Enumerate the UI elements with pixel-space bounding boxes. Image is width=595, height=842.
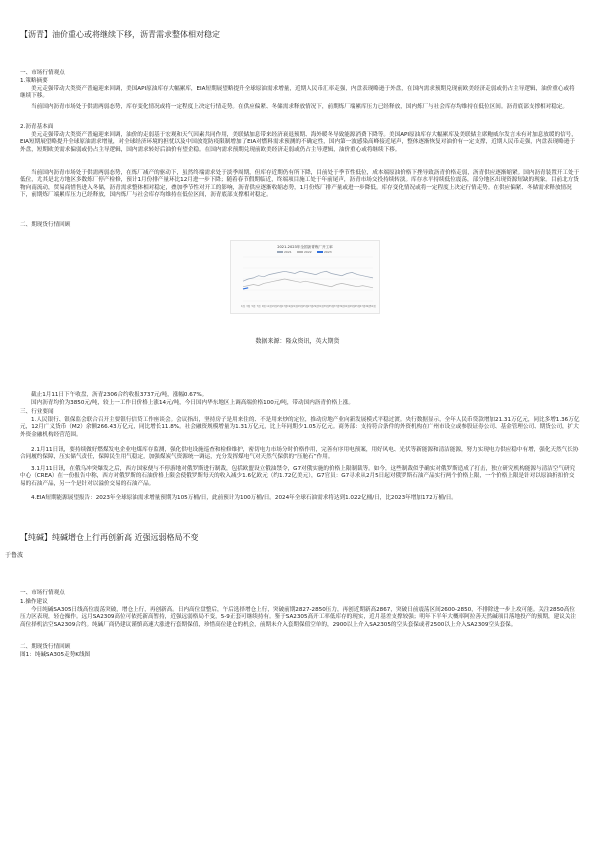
x-tick-label: 11周 (266, 305, 272, 308)
x-tick-label: 3周 (246, 305, 251, 308)
paragraph: 当前国内沥青市场处于供需两弱态势，库存变化情况或将一定程度上决定行情走势。在供应偏紧、冬储需求释放情况下，前期炼厂端累库压力已经释放，国内炼厂与社会库存均维持在低位区间。沥青底部支撑相对稳定。 (31, 104, 569, 110)
section-heading: 一、市场行情观点 (20, 70, 65, 76)
paragraph: 今日纯碱SA305日线高位震荡突破，增仓上行，再创新高。日内高位盘整后，午后选择增仓上行，突破前期2827-2850压力，再创近期新高2867，突破日前震荡区间2600-2850，不排除进一步上攻可能。关注2850高位压力区表现，轻仓操作。远月SA2309高位可依托新高暂持，近强远弱格局不变，5-9正套可继续持有。鉴于SA2305高开工率低库存的现实，近月基差支撑较强；明年下半年大概率阿拉善天然碱项目落地投产的预期，建议关注高位择机沽空SA2309合约。纯碱厂商仍建议谨慎高速大涨进行套期保值，珍惜高位建仓的机会，前期未介入套期保值空单的，2900以上介入SA2305的空头套保或者2500以上介入SA2309空头套保。 (20, 607, 577, 628)
x-tick-label: 33周 (323, 305, 329, 308)
x-tick-label: 21周 (292, 305, 298, 308)
x-tick-label: 15周 (276, 305, 283, 308)
chart-title: 2021-2023年全国沥青炼厂开工率 (277, 245, 333, 249)
paragraph: 当前国内沥青市场处于供需两弱态势，在炼厂减产的驱动下，虽然终端需求处于淡季周期，但库存近期仍有所下降，目前处于季节性低位，成本端原油价格下挫导致沥青价格走弱，沥青供应逐渐缩紧。国内沥青装置开工处于低位，尤其是北方地区多数炼厂停产检修，预计1月份排产量环比12月进一步下降；随着春节假期临近，终端项目施工处于年前尾声，沥青市场交投持续转淡。库存水平持续低位震荡，部分地区出现资源短缺的现象。目前北方货物向南流动，贸易商惜售进入冬储，沥青需求整体相对稳定，叠加季节性对开工的影响，沥青供应逐渐收缩态势，1月份炼厂排产量或进一步降低。库存变化情况或将一定程度上决定行情走势。在供应偏紧、冬储需求释放情况下，前期炼厂端累库压力已经释放，国内炼厂与社会库存均维持在低位区间，沥青底部支撑相对稳定。 (20, 170, 580, 199)
legend-label: 2021 (284, 250, 292, 254)
paragraph: 4.EIA短期能源展望报告：2023年全球原油需求增量预期为105万桶/日，此前预计为100万桶/日。2024年全球石油需求将达到1.022亿桶/日，比2023年增加172万桶/日。 (31, 495, 457, 501)
x-tick-label: 47周 (359, 305, 366, 308)
series-line-2021 (243, 271, 373, 281)
section-heading: 二、期现货行情回顾 (20, 222, 71, 228)
x-tick-label: 41周 (344, 305, 350, 308)
article-title: 【沥青】油价重心或将继续下移，沥青需求整体相对稳定 (20, 30, 220, 39)
paragraph: 国内沥青均价为3850元/吨，较上一工作日价格上涨14元/吨，今日国内华东地区上调高端价格100元/吨，带动国内沥青价格上涨。 (31, 400, 354, 406)
paragraph: 美元走强带动大类资产普遍迎来回调，美国API原油库存大幅累库，EIA短期展望略提升全球原油需求增量，近期人民币汇率走强，内盘表现略逊于外盘，在国内需求预期兑现前欧美经济走弱或仍占主导逻辑，油价重心或将继续下移。 (20, 86, 575, 100)
x-tick-label: 43周 (349, 305, 355, 308)
legend-swatch (277, 251, 283, 253)
x-tick-label: 51周 (370, 305, 376, 308)
subsection-heading: 2.沥青基本面 (20, 124, 54, 130)
series-line-2023 (243, 288, 248, 289)
chart-svg (231, 241, 379, 313)
author: 于鲁波 (5, 552, 24, 559)
section-heading: 三、行业要闻 (20, 409, 54, 415)
subsection-heading: 1.策略摘要 (20, 78, 48, 84)
x-tick-label: 5周 (251, 305, 256, 308)
x-tick-label: 1周 (241, 305, 245, 308)
x-tick-label: 35周 (328, 305, 335, 308)
legend-label: 2023 (324, 250, 332, 254)
x-tick-label: 7周 (256, 305, 261, 308)
x-tick-label: 31周 (318, 305, 324, 308)
x-tick-label: 25周 (302, 305, 309, 308)
legend-swatch (297, 251, 303, 253)
x-tick-label: 9周 (261, 305, 266, 308)
legend-label: 2022 (304, 250, 312, 254)
x-tick-label: 29周 (313, 305, 319, 308)
legend-swatch (317, 251, 323, 253)
asphalt-utilization-chart (230, 240, 380, 314)
x-tick-label: 45周 (354, 305, 361, 308)
x-tick-label: 19周 (287, 305, 293, 308)
paragraph: 2.1月11日讯，要持续做好燃煤发电企业电煤库存监测，强化供电设施巡查和检修维护，密切电力市场分时价格作用，完善有序用电预案，用好风电、光伏等新能源和清洁能源，努力实现电力供应稳中有增，强化天然气长协合同履约保障，压实储气责任，保障民生用气稳定，加强煤炭气资源统一调运，充分发挥煤电气对天然气保供的“压舱石”作用。 (20, 447, 579, 461)
x-tick-label: 27周 (307, 305, 314, 308)
section-heading: 一、市场行情观点 (20, 590, 65, 596)
article-title: 【纯碱】纯碱增仓上行再创新高 近强远弱格局不变 (20, 533, 199, 542)
section-heading: 二、期现货行情回顾 (20, 644, 71, 650)
chart-caption: 数据来源：隆众资讯，英大期货 (255, 338, 340, 345)
x-tick-label: 49周 (365, 305, 371, 308)
series-line-2022 (243, 279, 373, 288)
paragraph: 截止1月11日下午收盘，沥青2306合约收报3737元/吨，涨幅0.67%。 (31, 392, 208, 398)
figure-caption: 图1：纯碱SA305走势K线图 (20, 652, 91, 658)
paragraph: 3.1月11日讯，在俄乌冲突爆发之后，西方国家便与不停游地对俄罗斯进行制裁，包括欧盟设立俄油禁令，G7对俄实施的价格上限制裁等。如今，这些制裁似乎确实对俄罗斯造成了打击，独立研究机构能源与清洁空气研究中心（CREA）在一份报告中称，西方对俄罗斯的石油价格上限会使俄罗斯每天的收入减少1.6亿欧元（约1.72亿美元），G7官员：G7寻求从2月5日起对俄罗斯石油产品实行两个价格上限，一个价格上限是针对以原油折扣价交易的石油产品，另一个是针对以溢价交易的石油产品。 (20, 466, 576, 487)
x-tick-label: 23周 (297, 305, 303, 308)
x-tick-label: 39周 (339, 305, 345, 308)
x-tick-label: 13周 (271, 305, 277, 308)
x-tick-label: 37周 (333, 305, 340, 308)
paragraph: 1.人民银行、银保监会联合召开主要银行信贷工作座谈会。会议指出，坚持房子是用来住的、不是用来炒的定位，推动房地产业向新发展模式平稳过渡。央行数据显示，全年人民币贷款增加21.31万亿元，同比多增1.36万亿元，12月广义货币（M2）余额266.43万亿元，同比增长11.8%。社会融资规模增量为1.31万亿元，比上年同期少1.05万亿元。商务部：支持符合条件的外资机构在广州市设立或参股证券公司、基金管理公司、期货公司，扩大外资金融机构经营范围。 (20, 417, 580, 438)
subsection-heading: 1.操作建议 (20, 599, 48, 605)
paragraph: 美元走强带动大类资产普遍迎来回调，油价的走弱基于宏观和天气因素共同作用，美联储加息带来经济衰退预期、海外暖冬导致能源消费下降等。美国API原油库存大幅累库及美联储主席鲍威尔发言未有对加息放缓的信号，EIA短期展望略提升全球原油需求增量，对全球经济环境的担忧以及中国放宽防疫限制增加了EIA对燃料需求预测的不确定性，国内第一波感染高峰接近尾声，整体逐渐恢复对油价有一定支撑，近期人民币走强，内盘表现略逊于外盘，短期欧美需求偏弱或仍占主导逻辑，国内需求转好后油价有望企稳。在国内需求预期兑现前欧美经济走弱或仍占主导逻辑，油价重心或将继续下移。 (20, 132, 577, 153)
x-tick-label: 17周 (281, 305, 288, 308)
